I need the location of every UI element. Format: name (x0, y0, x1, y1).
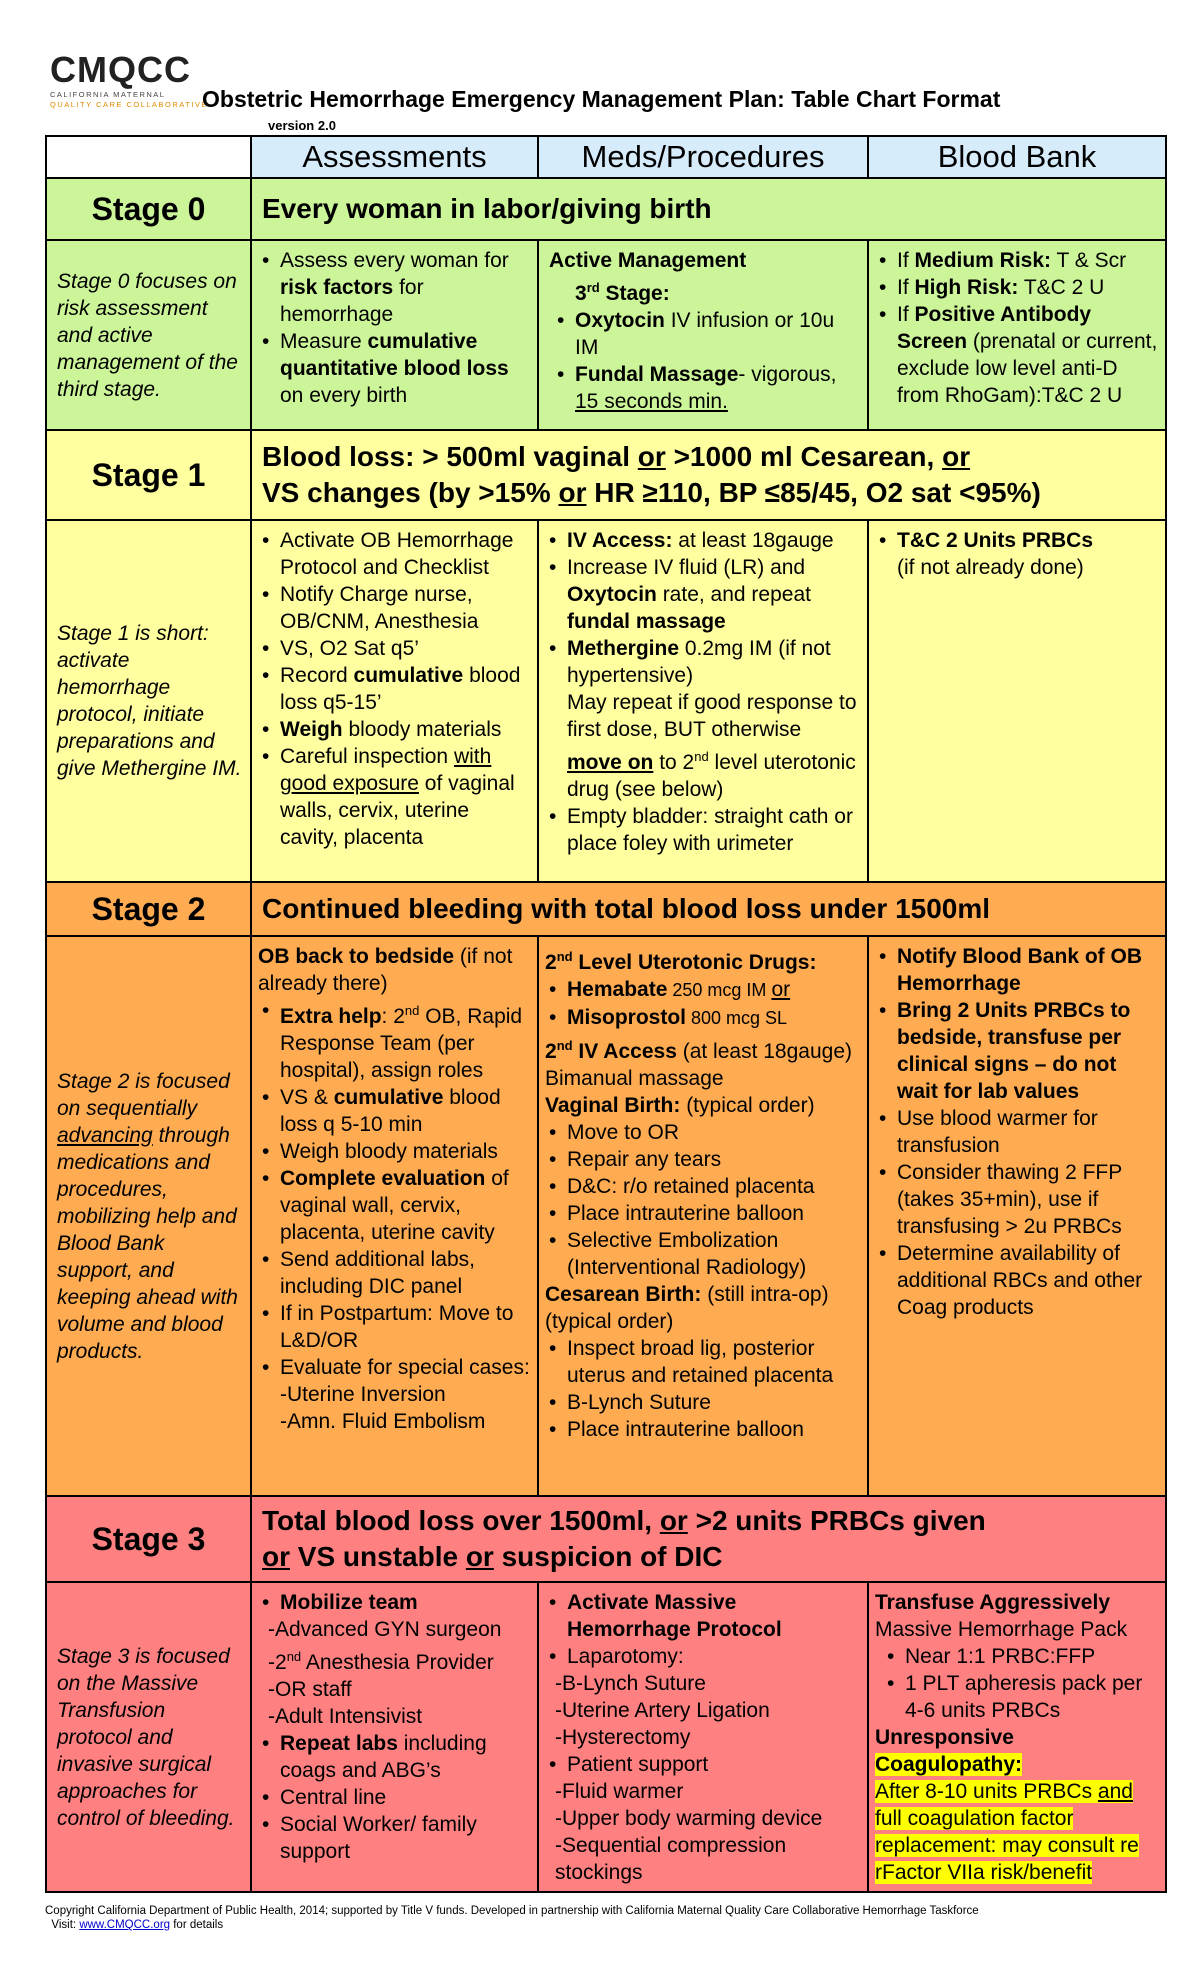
list-item: • Social Worker/ family support (258, 1811, 531, 1865)
column-header-meds: Meds/Procedures (538, 136, 868, 178)
list-item: • Methergine 0.2mg IM (if not hypertensive) May repeat if good response to first dose, BUT otherwise move on to 2nd level uterotonic drug (see below) (545, 635, 861, 803)
list-item: • Bring 2 Units PRBCs to bedside, transfuse per clinical signs – do not wait for lab values (875, 997, 1159, 1105)
copyright-text: Copyright California Department of Public Health, 2014; supported by Title V funds. Developed in partnership with California Maternal Quality Care Collaborative Hemorrhage Taskforce (45, 1905, 979, 1917)
stage2-label: Stage 2 (46, 882, 251, 936)
cmqcc-logo (50, 50, 210, 110)
stage1-meds (538, 520, 868, 882)
list-item: • Activate Massive Hemorrhage Protocol (545, 1589, 861, 1643)
version-label: version 2.0 (268, 118, 336, 133)
list-item: • 1 PLT apheresis pack per 4-6 units PRBCs (883, 1670, 1159, 1724)
list-item: • Evaluate for special cases: -Uterine Inversion -Amn. Fluid Embolism (258, 1354, 531, 1435)
stage2-blood-bank (868, 936, 1166, 1496)
list-item: • Weigh bloody materials (258, 1138, 531, 1165)
stage0-detail-row (46, 240, 1166, 430)
stage3-blood-bank: Transfuse Aggressively Massive Hemorrhage Pack • Near 1:1 PRBC:FFP • 1 PLT apheresis pack per 4-6 units PRBCs Unresponsive Coagulopathy: After 8-10 units PRBCs and full coagulation factor replacement: may consult re rFactor VIIa risk/benefit (868, 1582, 1166, 1892)
list-item: • Send additional labs, including DIC panel (258, 1246, 531, 1300)
stage2-header-row (46, 882, 1166, 936)
meds-title: Active Management (549, 249, 747, 272)
list-item: • Record cumulative blood loss q5-15’ (258, 662, 531, 716)
stage0-assessments (251, 240, 538, 430)
list-item: • VS & cumulative blood loss q 5-10 min (258, 1084, 531, 1138)
stage0-label: Stage 0 (46, 178, 251, 240)
stage1-blood-bank (868, 520, 1166, 882)
list-item: • Near 1:1 PRBC:FFP (883, 1643, 1159, 1670)
plan-table (45, 135, 1167, 1893)
list-item: • Laparotomy: (545, 1643, 861, 1670)
list-item: • Mobilize team (258, 1589, 531, 1616)
list-item: • If High Risk: T&C 2 U (875, 274, 1159, 301)
list-item: • Repair any tears (545, 1146, 861, 1173)
stage2-meds: 2nd Level Uterotonic Drugs: • Hemabate 250 mcg IM or • Misoprostol 800 mcg SL 2nd IV Access (at least 18gauge) Bimanual massage Vaginal Birth: (typical order) • Move to OR • Repair any tears • D&C: r/o retained placenta • Place intrauterine balloon • Selective Embolization (Interventional Radiology) Cesarean Birth: (still intra-op) (typical order) • Inspect broad lig, posterior uterus and retained placenta • B-Lynch Suture • Place intrauterine balloon (538, 936, 868, 1496)
list-item: • Assess every woman for risk factors for hemorrhage (258, 247, 531, 328)
logo-line2: QUALITY CARE COLLABORATIVE (50, 100, 208, 109)
list-item: • Weigh bloody materials (258, 716, 531, 743)
stage0-header-row (46, 178, 1166, 240)
list-item: • Inspect broad lig, posterior uterus and retained placenta (545, 1335, 861, 1389)
list-item: • Oxytocin IV infusion or 10u IM (553, 307, 861, 361)
list-item: • Move to OR (545, 1119, 861, 1146)
logo-brand: CMQCC (50, 49, 191, 90)
list-item: • Empty bladder: straight cath or place foley with urimeter (545, 803, 861, 857)
list-item: • Notify Blood Bank of OB Hemorrhage (875, 943, 1159, 997)
list-item: • If in Postpartum: Move to L&D/OR (258, 1300, 531, 1354)
list-item: • If Positive Antibody Screen (prenatal or current, exclude low level anti-D from RhoGam):T&C 2 U (875, 301, 1159, 409)
stage2-detail-row (46, 936, 1166, 1496)
column-header-blood-bank: Blood Bank (868, 136, 1166, 178)
list-item: • Determine availability of additional RBCs and other Coag products (875, 1240, 1159, 1321)
footer: Copyright California Department of Public Health, 2014; supported by Title V funds. Developed in partnership with California Maternal Quality Care Collaborative Hemorrhage Taskforce Visit: www.CMQCC.org for details (45, 1904, 1175, 1932)
column-header-assessments: Assessments (251, 136, 538, 178)
list-item: • Place intrauterine balloon (545, 1200, 861, 1227)
stage1-assessments (251, 520, 538, 882)
stage1-detail-row (46, 520, 1166, 882)
stage1-description: Stage 1 is short: activate hemorrhage protocol, initiate preparations and give Methergine IM. (46, 520, 251, 882)
stage3-headline: Total blood loss over 1500ml, or >2 units PRBCs given or VS unstable or suspicion of DIC (251, 1496, 1166, 1582)
list-item: • IV Access: at least 18gauge (545, 527, 861, 554)
column-header-row (46, 136, 1166, 178)
list-item: • Consider thawing 2 FFP (takes 35+min), use if transfusing > 2u PRBCs (875, 1159, 1159, 1240)
list-item: • Central line (258, 1784, 531, 1811)
stage2-assessments: OB back to bedside (if not already there) • Extra help: 2nd OB, Rapid Response Team (per hospital), assign roles • VS & cumulative blood loss q 5-10 min • Weigh bloody materials • Complete evaluation of vaginal wall, cervix, placenta, uterine cavity • Send additional labs, including DIC panel • If in Postpartum: Move to L&D/OR • Evaluate for special cases: -Uterine Inversion -Amn. Fluid Embolism (251, 936, 538, 1496)
list-item: • Use blood warmer for transfusion (875, 1105, 1159, 1159)
list-item: • Increase IV fluid (LR) and Oxytocin rate, and repeat fundal massage (545, 554, 861, 635)
list-item: • Careful inspection with good exposure of vaginal walls, cervix, uterine cavity, placenta (258, 743, 531, 851)
stage0-meds: Active Management 3rd Stage: • Oxytocin IV infusion or 10u IM • Fundal Massage- vigorous, 15 seconds min. (538, 240, 868, 430)
list-item: • Patient support (545, 1751, 861, 1778)
list-item: • B-Lynch Suture (545, 1389, 861, 1416)
highlighted-note: Coagulopathy: After 8-10 units PRBCs and full coagulation factor replacement: may consult re rFactor VIIa risk/benefit (875, 1753, 1139, 1884)
list-item: • Fundal Massage- vigorous, 15 seconds min. (553, 361, 861, 415)
list-item: • D&C: r/o retained placenta (545, 1173, 861, 1200)
stage3-assessments: • Mobilize team -Advanced GYN surgeon -2nd Anesthesia Provider -OR staff -Adult Intensivist • Repeat labs including coags and ABG’s • Central line • Social Worker/ family support (251, 1582, 538, 1892)
stage2-description: Stage 2 is focused on sequentially advancing through medications and procedures, mobilizing help and Blood Bank support, and keeping ahead with volume and blood products. (46, 936, 251, 1496)
list-item: • Complete evaluation of vaginal wall, cervix, placenta, uterine cavity (258, 1165, 531, 1246)
stage1-label: Stage 1 (46, 430, 251, 520)
list-item: • Place intrauterine balloon (545, 1416, 861, 1443)
list-item: • VS, O2 Sat q5’ (258, 635, 531, 662)
stage1-header-row (46, 430, 1166, 520)
list-item: • Notify Charge nurse, OB/CNM, Anesthesia (258, 581, 531, 635)
logo-line1: CALIFORNIA MATERNAL (50, 90, 166, 99)
stage1-headline: Blood loss: > 500ml vaginal or >1000 ml Cesarean, or VS changes (by >15% or HR ≥110, BP ≤85/45, O2 sat <95%) (251, 430, 1166, 520)
list-item: • Hemabate 250 mcg IM or (545, 976, 861, 1004)
list-item: • Extra help: 2nd OB, Rapid Response Team (per hospital), assign roles (258, 997, 531, 1084)
stage0-description: Stage 0 focuses on risk assessment and active management of the third stage. (46, 240, 251, 430)
stage3-label: Stage 3 (46, 1496, 251, 1582)
list-item: • Repeat labs including coags and ABG’s (258, 1730, 531, 1784)
header-blank-cell (46, 136, 251, 178)
page-title: Obstetric Hemorrhage Emergency Management Plan: Table Chart Format (202, 86, 1001, 112)
stage0-blood-bank (868, 240, 1166, 430)
stage3-meds: • Activate Massive Hemorrhage Protocol • Laparotomy: -B-Lynch Suture -Uterine Artery Ligation -Hysterectomy • Patient support -Fluid warmer -Upper body warming device -Sequential compression stockings (538, 1582, 868, 1892)
list-item: • T&C 2 Units PRBCs (if not already done) (875, 527, 1159, 581)
stage3-detail-row (46, 1582, 1166, 1892)
list-item: • Activate OB Hemorrhage Protocol and Checklist (258, 527, 531, 581)
list-item: • Measure cumulative quantitative blood loss on every birth (258, 328, 531, 409)
list-item: • Selective Embolization (Interventional Radiology) (545, 1227, 861, 1281)
list-item: • Misoprostol 800 mcg SL (545, 1004, 861, 1032)
list-item: • If Medium Risk: T & Scr (875, 247, 1159, 274)
cmqcc-link[interactable]: www.CMQCC.org (79, 1919, 171, 1931)
stage0-headline: Every woman in labor/giving birth (251, 178, 1166, 240)
stage2-headline: Continued bleeding with total blood loss under 1500ml (251, 882, 1166, 936)
stage3-header-row (46, 1496, 1166, 1582)
stage3-description: Stage 3 is focused on the Massive Transfusion protocol and invasive surgical approaches for control of bleeding. (46, 1582, 251, 1892)
